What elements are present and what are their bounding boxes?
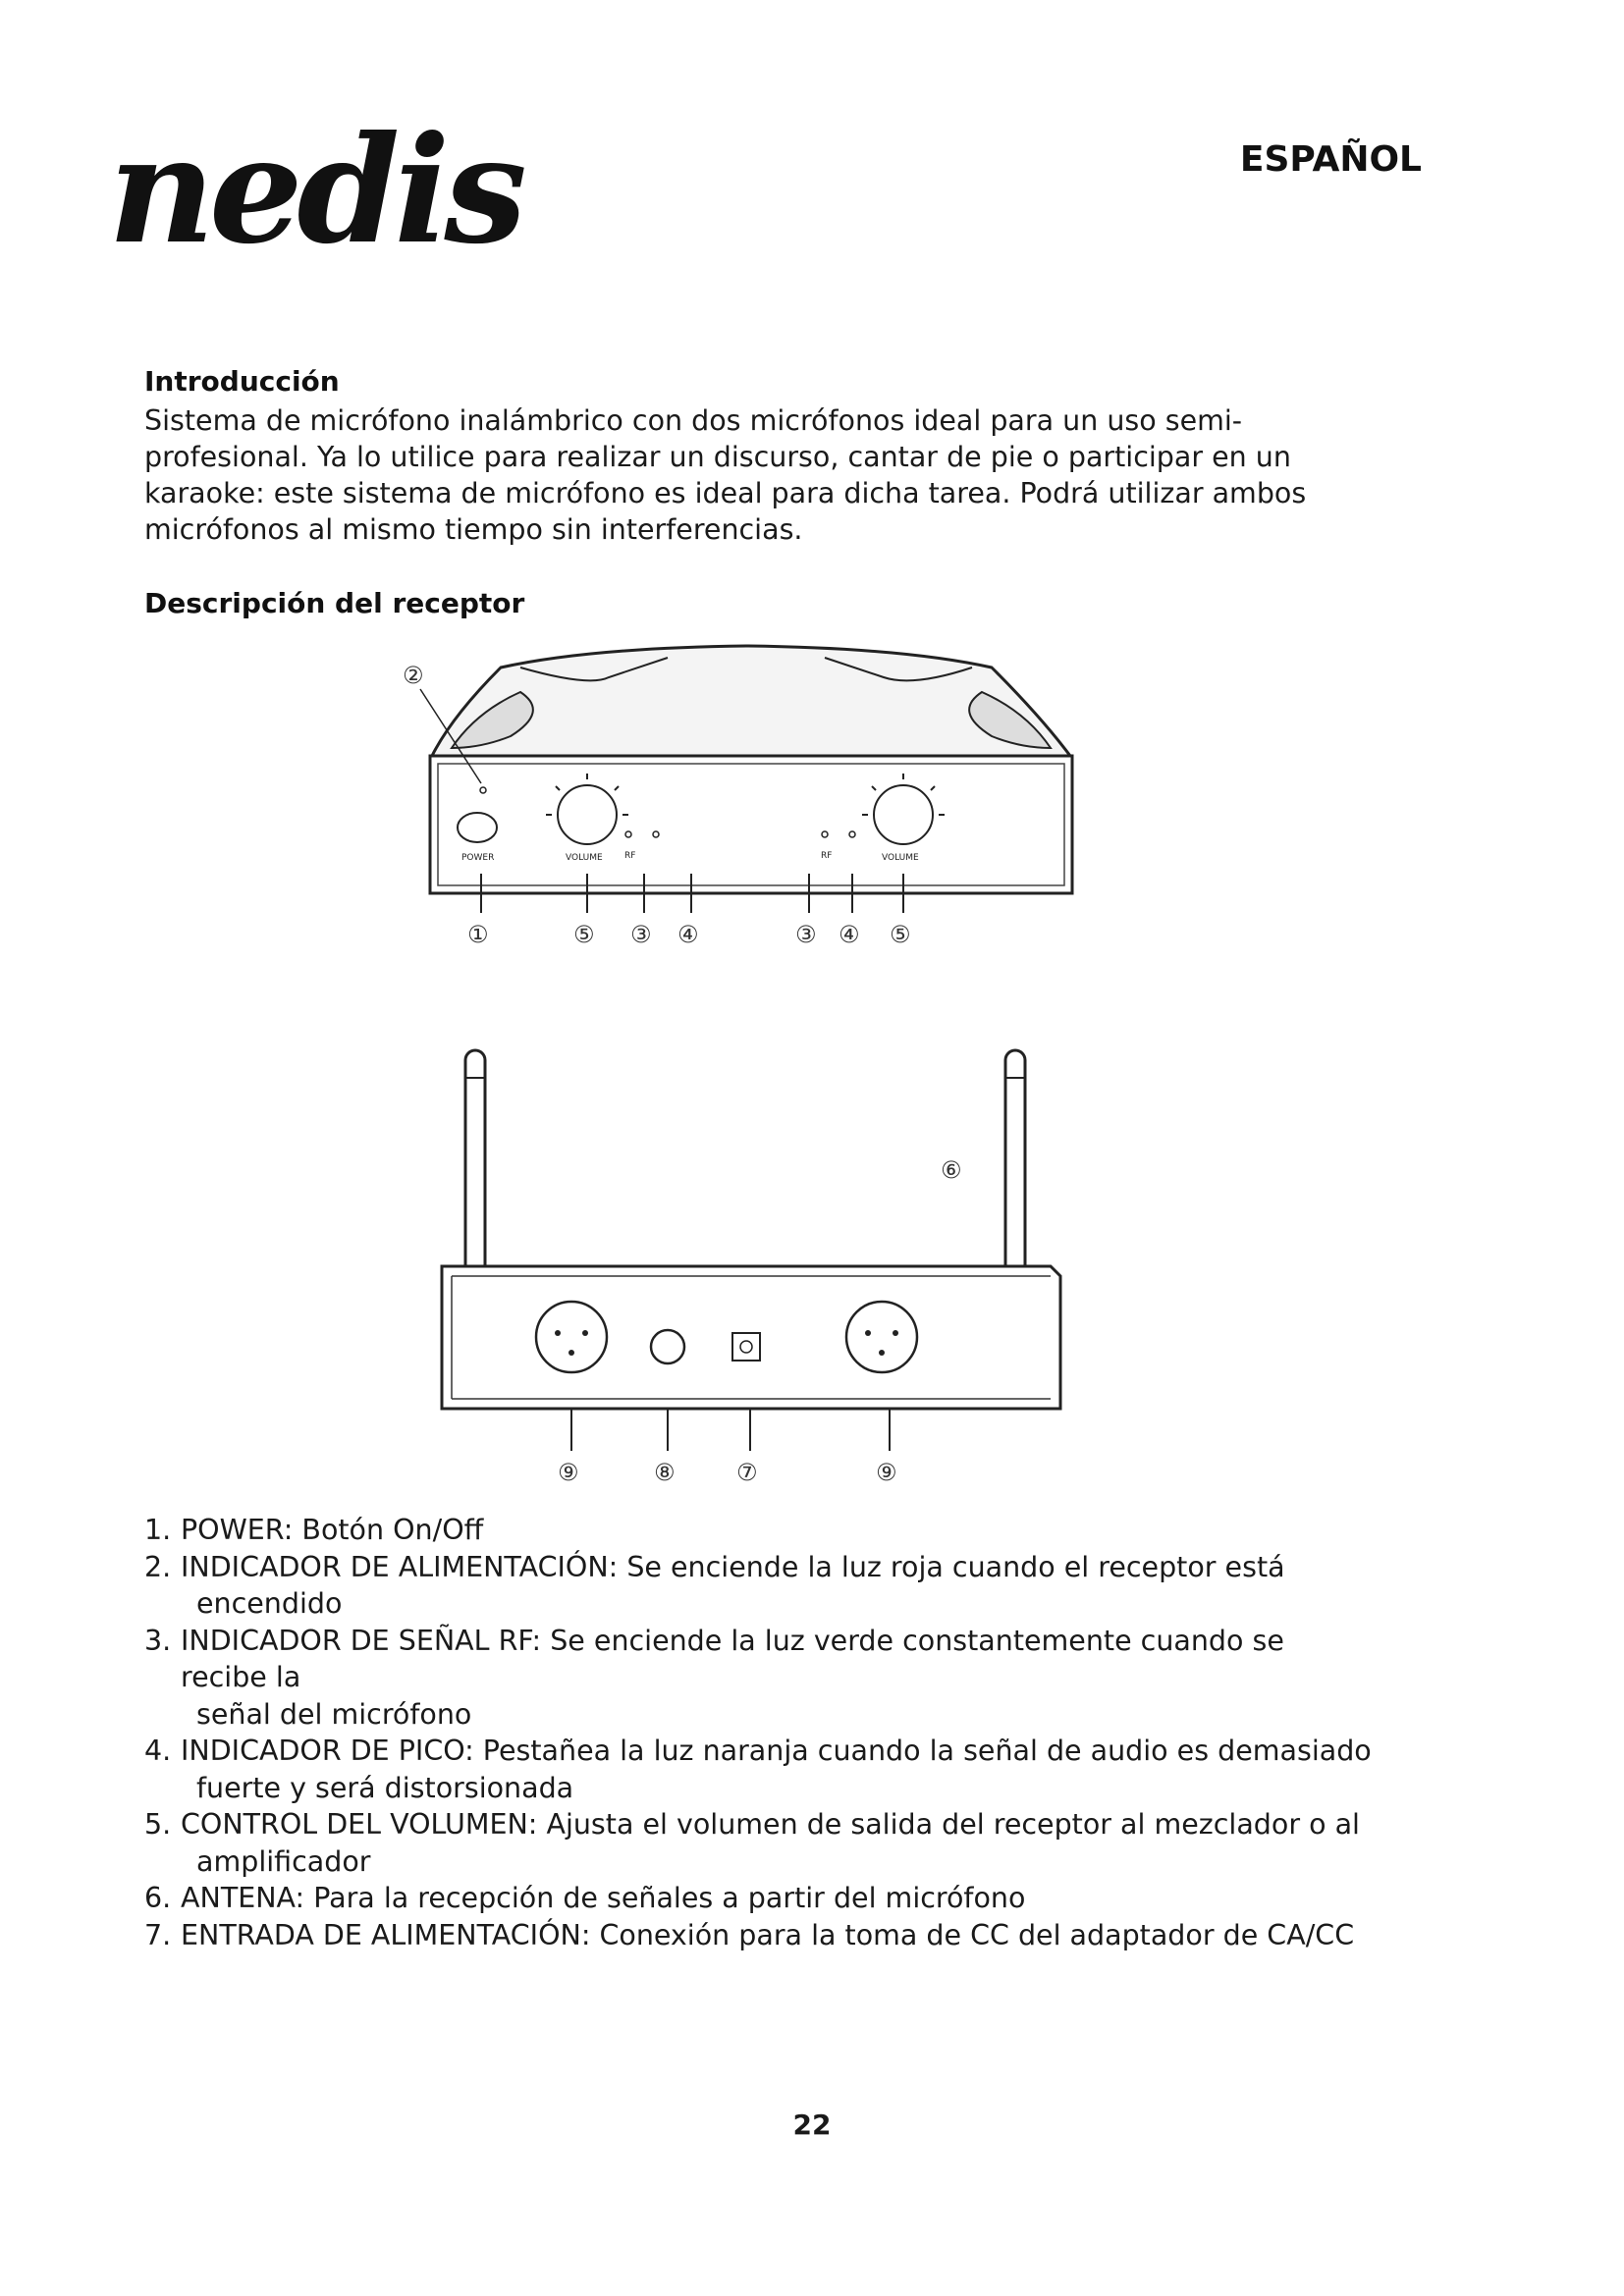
callout-3-left: ③ — [630, 921, 652, 948]
intro-title: Introducción — [144, 365, 340, 398]
xlr-output-right — [846, 1302, 917, 1372]
receiver-title: Descripción del receptor — [144, 587, 525, 619]
callout-9-right: ⑨ — [876, 1459, 897, 1486]
dc-input — [732, 1333, 760, 1361]
callout-8: ⑧ — [654, 1459, 676, 1486]
receiver-front-diagram — [393, 638, 1100, 972]
list-item: 4. INDICADOR DE PICO: Pestañea la luz naranja cuando la señal de audio es demasiado fuerte y será distorsionada — [144, 1735, 1372, 1804]
callout-3-right: ③ — [795, 921, 817, 948]
volume-label-right: VOLUME — [882, 853, 919, 863]
antenna-left — [465, 1050, 485, 1296]
antenna-right — [1005, 1050, 1025, 1296]
nedis-logo — [108, 126, 599, 273]
logo-wordmark: nedis — [108, 126, 521, 273]
list-item: 1. POWER: Botón On/Off — [144, 1514, 484, 1546]
callout-4-right: ④ — [839, 921, 860, 948]
callout-2: ② — [403, 662, 424, 689]
callout-9-left: ⑨ — [558, 1459, 579, 1486]
list-item: 3. INDICADOR DE SEÑAL RF: Se enciende la luz verde constantemente cuando se recibe la señal del micrófono — [144, 1624, 1284, 1731]
volume-knob-left — [558, 785, 617, 844]
xlr-output-left — [536, 1302, 607, 1372]
callout-5-right: ⑤ — [890, 921, 911, 948]
power-label: POWER — [461, 853, 495, 863]
power-button — [458, 813, 497, 842]
callout-7: ⑦ — [736, 1459, 758, 1486]
rf-label-right: RF — [821, 851, 833, 861]
receiver-rear-diagram — [422, 1031, 1090, 1502]
audio-jack — [651, 1330, 684, 1363]
list-item: 7. ENTRADA DE ALIMENTACIÓN: Conexión para la toma de CC del adaptador de CA/CC — [144, 1918, 1355, 1951]
callout-6: ⑥ — [941, 1156, 962, 1184]
volume-knob-right — [874, 785, 933, 844]
intro-text: Sistema de micrófono inalámbrico con dos micrófonos ideal para un uso semi-profesional. Ya lo utilice para realizar un discurso, cantar de pie o participar en un karaoke: este sistema de micrófono es ideal para dicha tarea. Podrá utilizar ambos micrófonos al mismo tiempo sin interferencias. — [144, 404, 1307, 546]
callout-5-left: ⑤ — [573, 921, 595, 948]
list-item: 5. CONTROL DEL VOLUMEN: Ajusta el volumen de salida del receptor al mezclador o al amplificador — [144, 1808, 1360, 1878]
list-item: 6. ANTENA: Para la recepción de señales a partir del micrófono — [144, 1882, 1026, 1914]
language-label: ESPAÑOL — [1239, 139, 1422, 180]
callout-1: ① — [467, 921, 489, 948]
list-item: 2. INDICADOR DE ALIMENTACIÓN: Se enciende la luz roja cuando el receptor está encendido — [144, 1550, 1285, 1620]
callout-4-left: ④ — [677, 921, 699, 948]
volume-label-left: VOLUME — [566, 853, 603, 863]
legend-list — [144, 1512, 1372, 1953]
front-panel — [430, 756, 1072, 893]
page-number: 22 — [792, 2109, 832, 2141]
rf-label-left: RF — [624, 851, 636, 861]
